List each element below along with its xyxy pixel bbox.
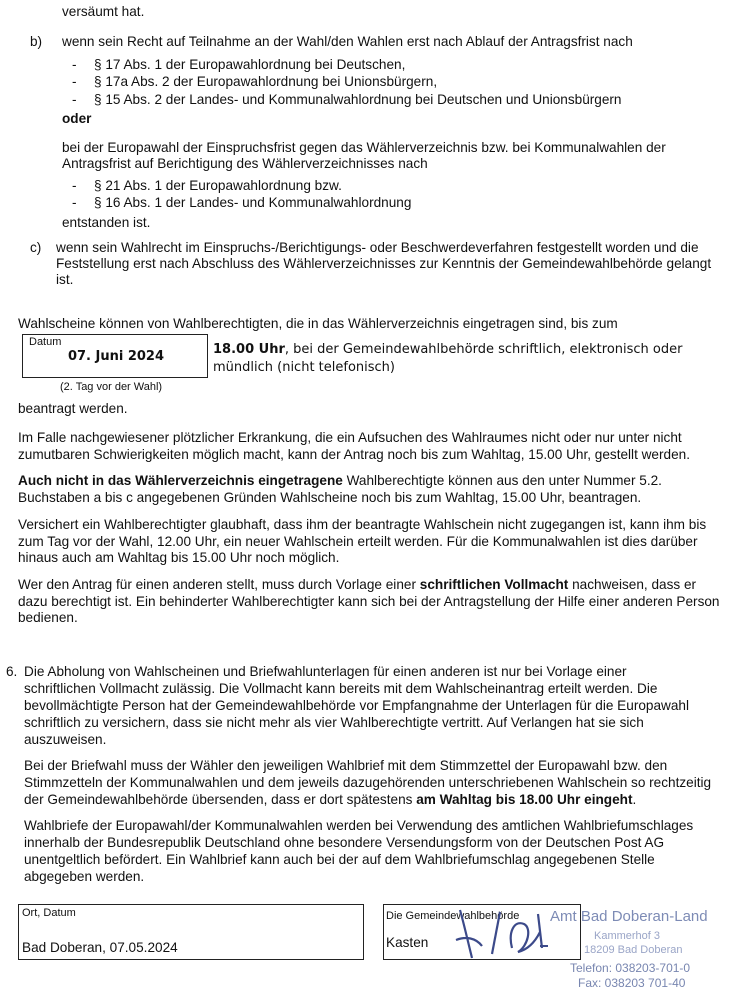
p2-text-a: der Gemeindewahlbehörde übersenden, dass er dort spätestens [24, 792, 417, 807]
section-6-p2-line3 [24, 792, 636, 808]
item-b-marker: b) [30, 34, 43, 49]
date-label: Datum [29, 336, 62, 348]
stamp-line: 18209 Bad Doberan [584, 944, 683, 956]
not-registered-line2: Buchstaben a bis c angegebenen Gründen Wahlscheine noch bis zum Wahltag, 15.00 Uhr, beantragen. [18, 490, 642, 505]
not-registered-bold: Auch nicht in das Wählerverzeichnis eingetragene [18, 473, 343, 488]
oder-label: oder [62, 111, 92, 126]
authority-name: Kasten [386, 935, 429, 950]
proxy-line1 [18, 577, 696, 593]
place-date-value: Bad Doberan, 07.05.2024 [22, 940, 178, 955]
lost-line3: hinaus auch am Wahltag bis 15.00 Uhr noch möglich. [18, 550, 340, 565]
item-b-ending: entstanden ist. [62, 215, 151, 230]
item-c-line3: ist. [56, 272, 74, 287]
section-6-p3-line: abgegeben werden. [24, 869, 145, 884]
item-c-marker: c) [30, 240, 42, 255]
proxy-text-a: Wer den Antrag für einen anderen stellt, muss durch Vorlage einer [18, 577, 420, 592]
deadline-time-line1 [213, 342, 682, 358]
list-dash: - [72, 57, 77, 72]
not-registered-line1 [18, 473, 662, 489]
deadline-time: 18.00 Uhr [213, 342, 285, 357]
section-6-p2-line1: Bei der Briefwahl muss der Wähler den jeweiligen Wahlbrief mit dem Stimmzettel der Europawahl bzw. den [24, 758, 668, 773]
not-registered-rest: Wahlberechtigte können aus den unter Nummer 5.2. [342, 473, 662, 488]
stamp-line: Telefon: 038203-701-0 [570, 961, 691, 975]
section-6-p1-line: schriftlichen Vollmacht zulässig. Die Vollmacht kann bereits mit dem Wahlscheinantrag erteilt werden. Die [24, 681, 658, 696]
section-6-number: 6. [6, 664, 18, 679]
lost-line2: zum Tag vor der Wahl, 12.00 Uhr, ein neuer Wahlschein erteilt werden. Für die Kommunalwahlen ist dies darüber [18, 534, 698, 549]
section-6-p1-line: auszuweisen. [24, 732, 107, 747]
date-note: (2. Tag vor der Wahl) [60, 381, 163, 393]
list-dash: - [72, 178, 77, 193]
proxy-line2: dazu berechtigt ist. Ein behinderter Wahlberechtigter kann sich bei der Antragstellung der Hilfe einer anderen Person [18, 594, 720, 609]
list-item: § 21 Abs. 1 der Europawahlordnung bzw. [94, 178, 342, 193]
list-dash: - [72, 92, 77, 107]
lost-line1: Versichert ein Wahlberechtigter glaubhaft, dass ihm der beantragte Wahlschein nicht zugegangen ist, kann ihm bis [18, 517, 707, 532]
item-b-intro: wenn sein Recht auf Teilnahme an der Wahl/den Wahlen erst nach Ablauf der Antragsfrist nach [62, 34, 633, 49]
p2-text-c: . [632, 792, 637, 807]
item-c-line1: wenn sein Wahlrecht im Einspruchs-/Berichtigungs- oder Beschwerdeverfahren festgestellt worden und die [56, 240, 699, 255]
section-6-p1-line: Die Abholung von Wahlscheinen und Briefwahlunterlagen für einen anderen ist nur bei Vorlage einer [24, 664, 627, 679]
item-b-para-line2: Antragsfrist auf Berichtigung des Wählerverzeichnisses nach [62, 156, 428, 171]
list-dash: - [72, 195, 77, 210]
date-box [22, 334, 208, 378]
signature [448, 902, 558, 964]
stamp-line: Fax: 038203 701-40 [578, 976, 686, 990]
deadline-time-line2: mündlich (nicht telefonisch) [213, 360, 395, 375]
authority-label: Die Gemeindewahlbehörde [386, 910, 520, 922]
continuation-text: versäumt hat. [62, 4, 145, 19]
section-6-p1-line: bevollmächtigte Person hat der Gemeindewahlbehörde vor Empfangnahme der Unterlagen für die Europawahl [24, 698, 689, 713]
list-item: § 15 Abs. 2 der Landes- und Kommunalwahlordnung bei Deutschen und Unionsbürgern [94, 92, 622, 107]
proxy-text-c: nachweisen, dass er [568, 577, 697, 592]
section-6-p1-line: schriftlich zu versichern, dass sie nicht mehr als vier Wahlberechtigte vertritt. Auf Verlangen hat sie sich [24, 715, 644, 730]
list-dash: - [72, 74, 77, 89]
item-c-line2: Feststellung erst nach Abschluss des Wählerverzeichnisses zur Kenntnis der Gemeindewahlbehörde gelangt [56, 256, 712, 271]
request-intro: Wahlscheine können von Wahlberechtigten, die in das Wählerverzeichnis eingetragen sind, bis zum [18, 316, 618, 331]
deadline-method: , bei der Gemeindewahlbehörde schriftlich, elektronisch oder [284, 342, 683, 357]
section-6-p3-line: unentgeltlich befördert. Ein Wahlbrief kann auch bei der auf dem Wahlbriefumschlag angegebenen Stelle [24, 852, 655, 867]
section-6-p3-line: innerhalb der Bundesrepublik Deutschland ohne besondere Versendungsform von der Deutschen Post AG [24, 835, 665, 850]
item-b-para-line1: bei der Europawahl der Einspruchsfrist gegen das Wählerverzeichnis bzw. bei Kommunalwahlen der [62, 140, 666, 155]
place-date-box [18, 904, 364, 960]
list-item: § 17a Abs. 2 der Europawahlordnung bei Unionsbürgern, [94, 74, 438, 89]
proxy-bold: schriftlichen Vollmacht [419, 577, 569, 592]
request-after-box: beantragt werden. [18, 401, 128, 416]
illness-line2: zumutbaren Schwierigkeiten möglich macht, kann der Antrag noch bis zum Wahltag, 15.00 Uhr, gestellt werden. [18, 447, 690, 462]
place-date-label: Ort, Datum [22, 907, 76, 919]
proxy-line3: bedienen. [18, 610, 78, 625]
illness-line1: Im Falle nachgewiesener plötzlicher Erkrankung, die ein Aufsuchen des Wahlraumes nicht oder nur unter nicht [18, 430, 682, 445]
stamp-line: Kammerhof 3 [594, 930, 661, 942]
list-item: § 16 Abs. 1 der Landes- und Kommunalwahlordnung [94, 195, 412, 210]
section-6-p3-line: Wahlbriefe der Europawahl/der Kommunalwahlen werden bei Verwendung des amtlichen Wahlbriefumschlages [24, 818, 694, 833]
stamp-line: Amt Bad Doberan-Land [550, 908, 708, 925]
p2-bold: am Wahltag bis 18.00 Uhr eingeht [416, 792, 633, 807]
official-stamp [548, 906, 750, 994]
list-item: § 17 Abs. 1 der Europawahlordnung bei Deutschen, [94, 57, 406, 72]
date-value: 07. Juni 2024 [67, 349, 165, 364]
section-6-p2-line2: Stimmzetteln der Kommunalwahlen und dem jeweils dazugehörenden unterschriebenen Wahlschein so rechtzeitig [24, 775, 712, 790]
